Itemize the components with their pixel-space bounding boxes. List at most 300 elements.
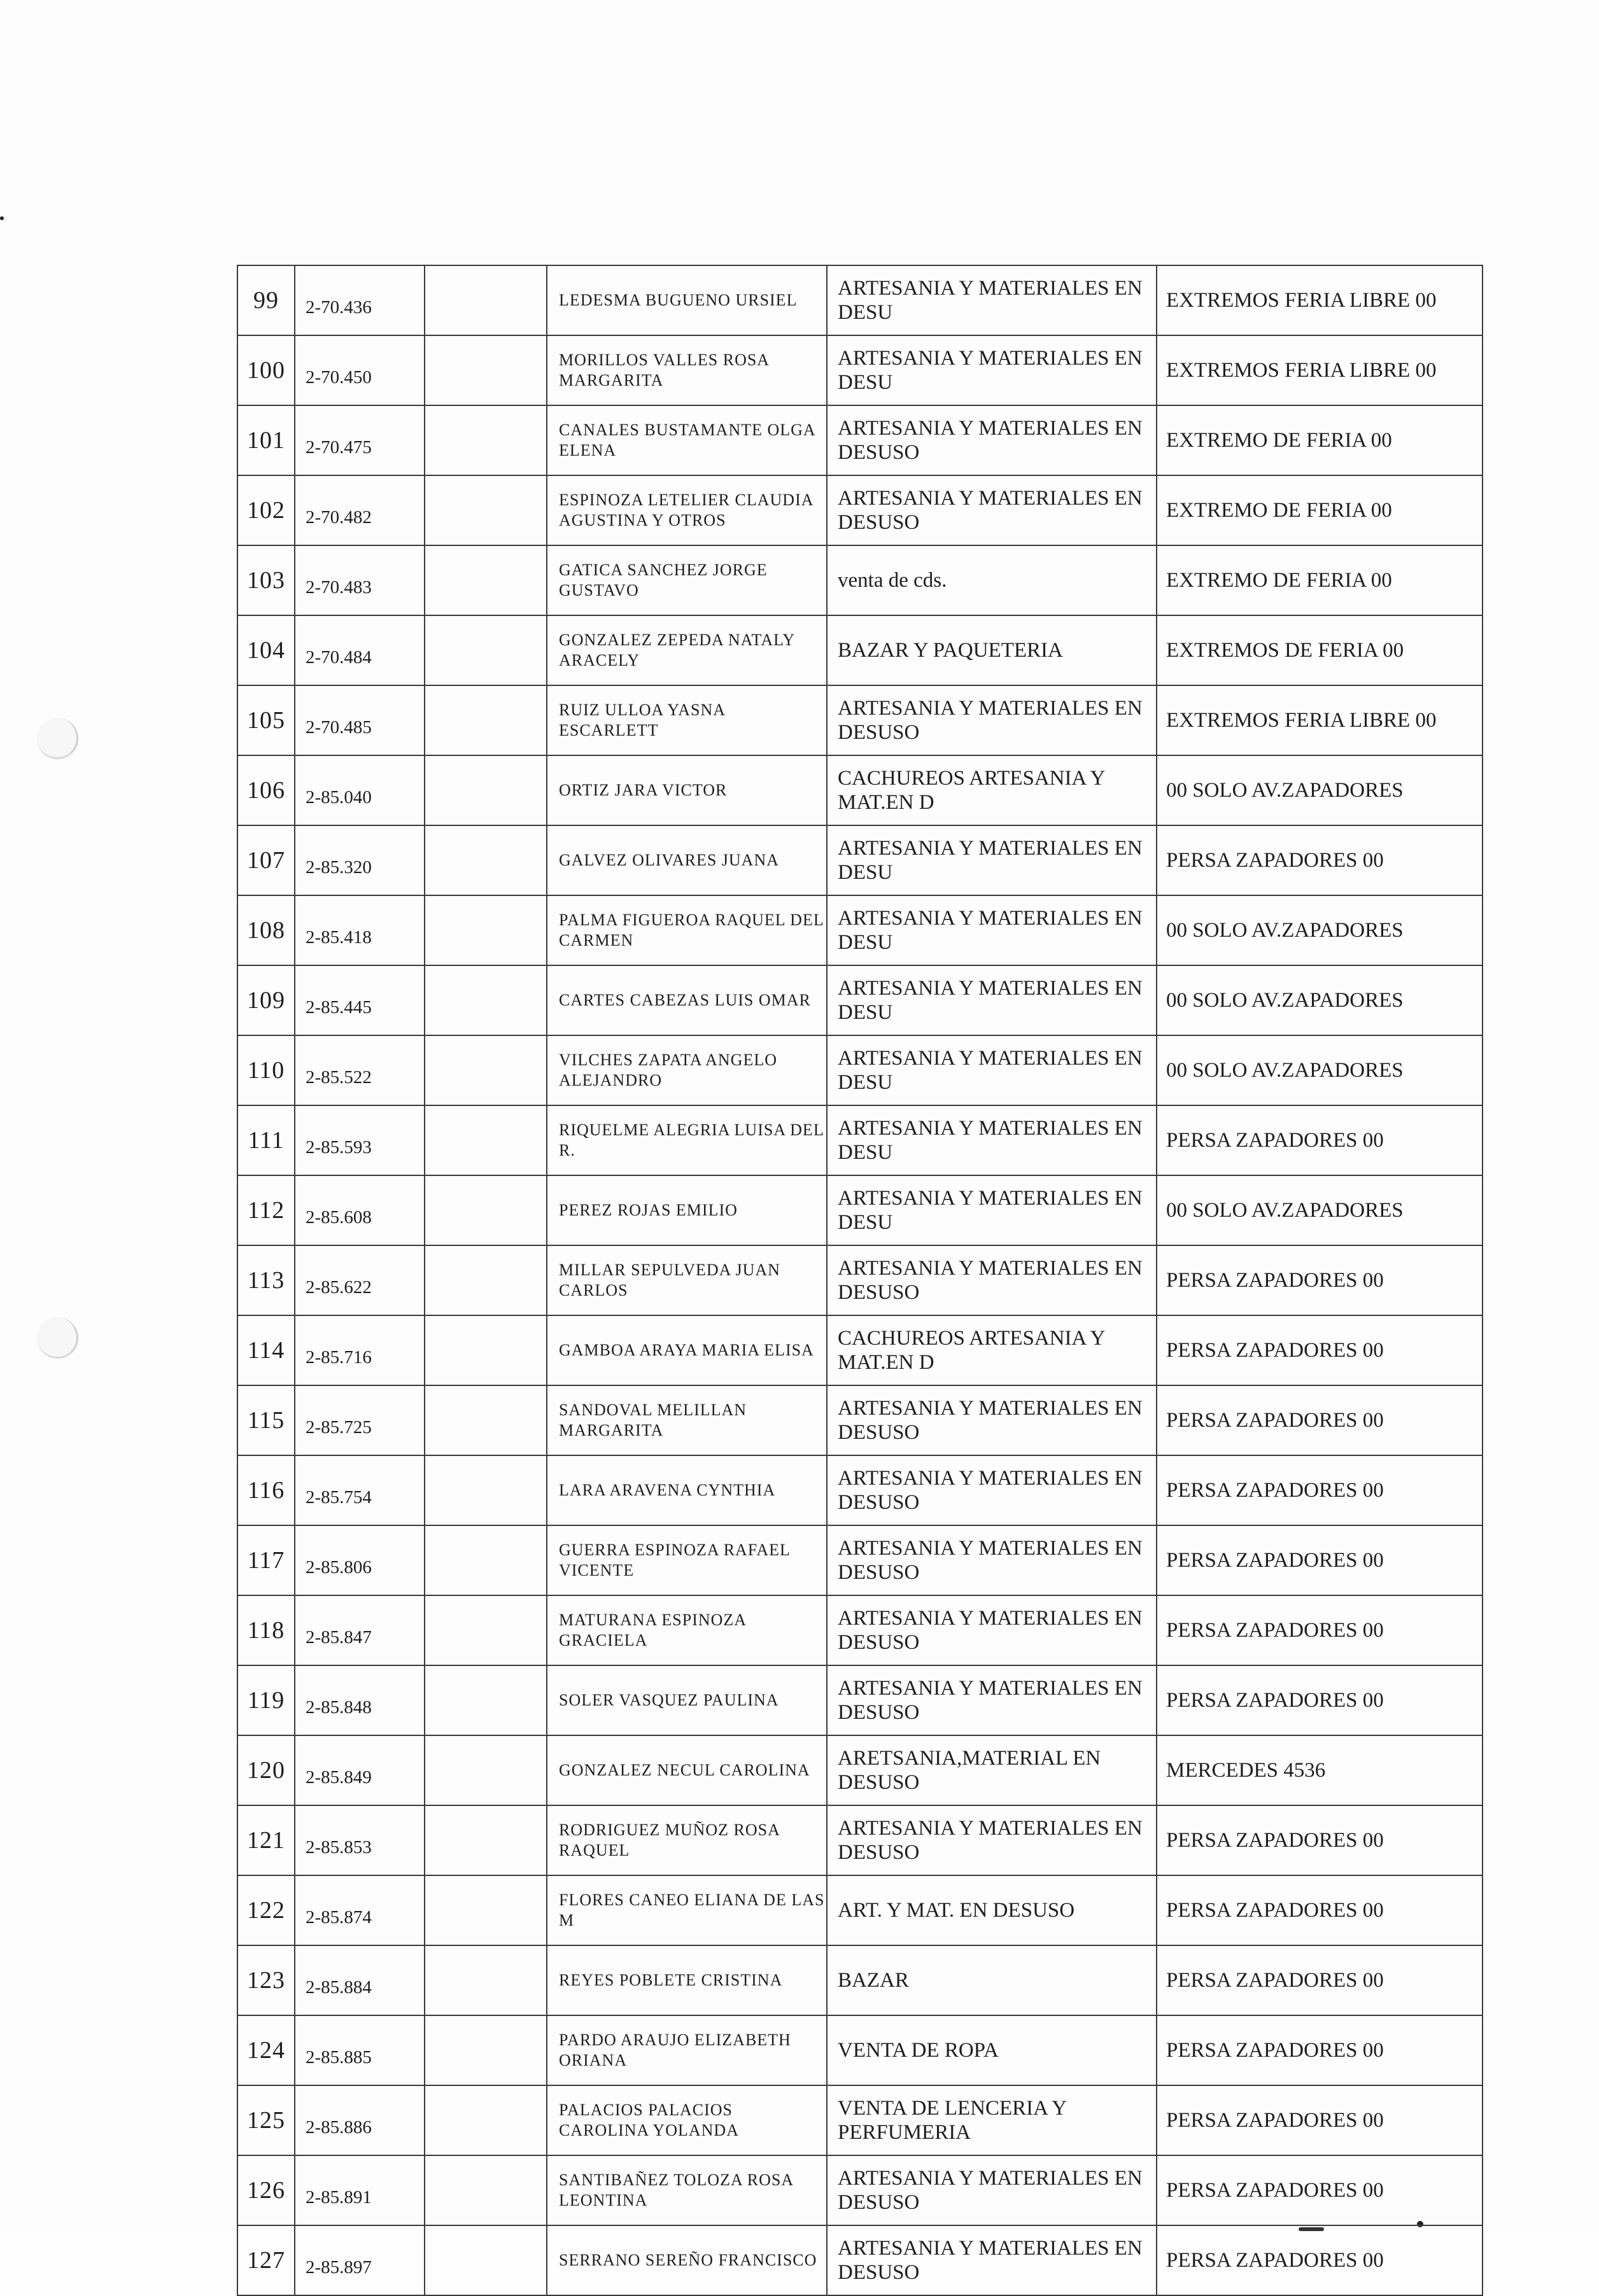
- location-cell: [1157, 405, 1483, 475]
- permit-code-cell: [295, 335, 425, 405]
- holder-name: SANTIBAÑEZ TOLOZA ROSA LEONTINA: [559, 2171, 793, 2209]
- business-type-cell: [827, 1735, 1157, 1805]
- business-type-cell: [827, 1525, 1157, 1595]
- location-cell: [1157, 1455, 1483, 1525]
- business-type: ARTESANIA Y MATERIALES EN DESUSO: [838, 1677, 1143, 1724]
- blank-cell-cell: [425, 1035, 547, 1105]
- holder-name-cell: [547, 1175, 827, 1245]
- business-type-cell: [827, 1175, 1157, 1245]
- permit-code: 2-85.884: [306, 1977, 372, 1998]
- permit-code-cell: [295, 825, 425, 895]
- permit-code: 2-85.040: [306, 787, 372, 808]
- row-number: 118: [247, 1617, 285, 1644]
- row-number: 119: [247, 1687, 285, 1714]
- table-row: [237, 265, 1483, 335]
- holder-name-cell: [547, 475, 827, 545]
- business-type: ARTESANIA Y MATERIALES EN DESUSO: [838, 1607, 1143, 1654]
- location: MERCEDES 4536: [1166, 1758, 1326, 1782]
- row-number-cell: [237, 2225, 295, 2295]
- business-type: ART. Y MAT. EN DESUSO: [838, 1899, 1075, 1922]
- table-row: [237, 1175, 1483, 1245]
- location: EXTREMO DE FERIA 00: [1166, 568, 1392, 592]
- holder-name-cell: [547, 2085, 827, 2155]
- business-type-cell: [827, 1945, 1157, 2015]
- row-number: 126: [247, 2177, 285, 2204]
- location: EXTREMO DE FERIA 00: [1166, 428, 1392, 452]
- blank-cell-cell: [425, 1525, 547, 1595]
- row-number: 116: [247, 1477, 285, 1504]
- blank-cell-cell: [425, 335, 547, 405]
- holder-name-cell: [547, 265, 827, 335]
- table-row: [237, 965, 1483, 1035]
- business-type: ARTESANIA Y MATERIALES EN DESU: [838, 1187, 1143, 1234]
- holder-name: MILLAR SEPULVEDA JUAN CARLOS: [559, 1261, 780, 1299]
- business-type: ARTESANIA Y MATERIALES EN DESUSO: [838, 1397, 1143, 1444]
- permit-code-cell: [295, 1875, 425, 1945]
- business-type: ARTESANIA Y MATERIALES EN DESU: [838, 1117, 1143, 1164]
- row-number-cell: [237, 685, 295, 755]
- permit-code-cell: [295, 1945, 425, 2015]
- row-number-cell: [237, 1245, 295, 1315]
- table-row: [237, 405, 1483, 475]
- row-number-cell: [237, 1175, 295, 1245]
- row-number: 124: [247, 2037, 285, 2064]
- holder-name: GONZALEZ ZEPEDA NATALY ARACELY: [559, 631, 795, 669]
- holder-name: RUIZ ULLOA YASNA ESCARLETT: [559, 701, 725, 739]
- location: 00 SOLO AV.ZAPADORES: [1166, 778, 1404, 802]
- holder-name: PARDO ARAUJO ELIZABETH ORIANA: [559, 2031, 791, 2069]
- location: PERSA ZAPADORES 00: [1166, 1828, 1384, 1852]
- permit-code: 2-85.806: [306, 1557, 372, 1578]
- holder-name: PALMA FIGUEROA RAQUEL DEL CARMEN: [559, 911, 824, 949]
- blank-cell-cell: [425, 1805, 547, 1875]
- row-number: 111: [248, 1127, 285, 1154]
- business-type-cell: [827, 615, 1157, 685]
- business-type-cell: [827, 1665, 1157, 1735]
- permit-code-cell: [295, 1035, 425, 1105]
- blank-cell-cell: [425, 2085, 547, 2155]
- permit-code: 2-85.608: [306, 1207, 372, 1228]
- row-number-cell: [237, 2085, 295, 2155]
- location: PERSA ZAPADORES 00: [1166, 1408, 1384, 1432]
- location: PERSA ZAPADORES 00: [1166, 1688, 1384, 1712]
- blank-cell-cell: [425, 1665, 547, 1735]
- row-number-cell: [237, 1735, 295, 1805]
- business-type: ARTESANIA Y MATERIALES EN DESUSO: [838, 1257, 1143, 1304]
- permit-code: 2-85.445: [306, 997, 372, 1018]
- row-number-cell: [237, 615, 295, 685]
- holder-name: REYES POBLETE CRISTINA: [559, 1971, 783, 1989]
- business-type-cell: [827, 2015, 1157, 2085]
- row-number-cell: [237, 265, 295, 335]
- permit-code: 2-85.853: [306, 1837, 372, 1858]
- permit-code-cell: [295, 2225, 425, 2295]
- business-type-cell: [827, 965, 1157, 1035]
- holder-name-cell: [547, 825, 827, 895]
- location: EXTREMO DE FERIA 00: [1166, 498, 1392, 522]
- permit-code-cell: [295, 1175, 425, 1245]
- location-cell: [1157, 2225, 1483, 2295]
- location: EXTREMOS FERIA LIBRE 00: [1166, 708, 1437, 732]
- row-number-cell: [237, 965, 295, 1035]
- holder-name: ORTIZ JARA VICTOR: [559, 781, 728, 799]
- permit-code-cell: [295, 755, 425, 825]
- business-type-cell: [827, 825, 1157, 895]
- business-type: ARTESANIA Y MATERIALES EN DESUSO: [838, 697, 1143, 744]
- table-row: [237, 2085, 1483, 2155]
- holder-name: SANDOVAL MELILLAN MARGARITA: [559, 1401, 747, 1439]
- holder-name-cell: [547, 405, 827, 475]
- table-row: [237, 545, 1483, 615]
- location-cell: [1157, 1525, 1483, 1595]
- holder-name-cell: [547, 1525, 827, 1595]
- business-type: ARTESANIA Y MATERIALES EN DESU: [838, 907, 1143, 954]
- location-cell: [1157, 895, 1483, 965]
- holder-name: GONZALEZ NECUL CAROLINA: [559, 1761, 810, 1779]
- holder-name-cell: [547, 1315, 827, 1385]
- table-row: [237, 615, 1483, 685]
- row-number: 99: [253, 287, 279, 314]
- blank-cell-cell: [425, 825, 547, 895]
- holder-name: ESPINOZA LETELIER CLAUDIA AGUSTINA Y OTROS: [559, 491, 814, 529]
- permit-code: 2-85.320: [306, 857, 372, 878]
- business-type-cell: [827, 1245, 1157, 1315]
- table-row: [237, 1315, 1483, 1385]
- holder-name-cell: [547, 1455, 827, 1525]
- table-row: [237, 1805, 1483, 1875]
- business-type-cell: [827, 405, 1157, 475]
- row-number-cell: [237, 2015, 295, 2085]
- blank-cell-cell: [425, 265, 547, 335]
- location-cell: [1157, 2155, 1483, 2225]
- location: PERSA ZAPADORES 00: [1166, 1968, 1384, 1992]
- blank-cell-cell: [425, 615, 547, 685]
- permit-code-cell: [295, 1385, 425, 1455]
- business-type-cell: [827, 1035, 1157, 1105]
- table-row: [237, 1105, 1483, 1175]
- binder-hole: [37, 718, 78, 759]
- holder-name: FLORES CANEO ELIANA DE LAS M: [559, 1891, 825, 1929]
- permit-code: 2-85.849: [306, 1767, 372, 1788]
- blank-cell-cell: [425, 755, 547, 825]
- location-cell: [1157, 475, 1483, 545]
- permit-code-cell: [295, 685, 425, 755]
- location-cell: [1157, 1175, 1483, 1245]
- row-number-cell: [237, 1455, 295, 1525]
- table-row: [237, 825, 1483, 895]
- business-type-cell: [827, 1875, 1157, 1945]
- row-number: 106: [247, 777, 285, 804]
- permit-code: 2-85.418: [306, 927, 372, 948]
- business-type: BAZAR Y PAQUETERIA: [838, 639, 1063, 662]
- location: EXTREMOS DE FERIA 00: [1166, 638, 1404, 662]
- binder-hole: [37, 1317, 78, 1359]
- row-number-cell: [237, 825, 295, 895]
- row-number-cell: [237, 1595, 295, 1665]
- business-type-cell: [827, 475, 1157, 545]
- permit-code: 2-85.886: [306, 2117, 372, 2138]
- table-row: [237, 1595, 1483, 1665]
- row-number-cell: [237, 1385, 295, 1455]
- permit-code-cell: [295, 1525, 425, 1595]
- business-type: VENTA DE LENCERIA Y PERFUMERIA: [838, 2097, 1066, 2144]
- location: PERSA ZAPADORES 00: [1166, 1338, 1384, 1362]
- row-number: 123: [247, 1967, 285, 1994]
- location: PERSA ZAPADORES 00: [1166, 1898, 1384, 1922]
- holder-name: CANALES BUSTAMANTE OLGA ELENA: [559, 421, 815, 459]
- business-type-cell: [827, 1455, 1157, 1525]
- holder-name: PEREZ ROJAS EMILIO: [559, 1201, 738, 1219]
- row-number: 112: [247, 1197, 285, 1224]
- location-cell: [1157, 965, 1483, 1035]
- row-number-cell: [237, 1875, 295, 1945]
- row-number-cell: [237, 1805, 295, 1875]
- location-cell: [1157, 1315, 1483, 1385]
- business-type-cell: [827, 545, 1157, 615]
- holder-name: PALACIOS PALACIOS CAROLINA YOLANDA: [559, 2101, 739, 2139]
- business-type: ARETSANIA,MATERIAL EN DESUSO: [838, 1747, 1101, 1794]
- location: PERSA ZAPADORES 00: [1166, 2108, 1384, 2132]
- business-type-cell: [827, 1385, 1157, 1455]
- holder-name-cell: [547, 335, 827, 405]
- location-cell: [1157, 2085, 1483, 2155]
- permit-code: 2-85.897: [306, 2257, 372, 2278]
- location-cell: [1157, 685, 1483, 755]
- row-number-cell: [237, 1665, 295, 1735]
- location-cell: [1157, 1805, 1483, 1875]
- permit-code: 2-85.847: [306, 1627, 372, 1648]
- location: 00 SOLO AV.ZAPADORES: [1166, 1058, 1404, 1082]
- permit-code: 2-85.593: [306, 1137, 372, 1158]
- location: PERSA ZAPADORES 00: [1166, 2178, 1384, 2202]
- table-row: [237, 895, 1483, 965]
- blank-cell-cell: [425, 1315, 547, 1385]
- holder-name: MORILLOS VALLES ROSA MARGARITA: [559, 351, 769, 389]
- holder-name-cell: [547, 2225, 827, 2295]
- row-number: 102: [247, 497, 285, 524]
- business-type: VENTA DE ROPA: [838, 2039, 999, 2062]
- business-type-cell: [827, 335, 1157, 405]
- holder-name-cell: [547, 1035, 827, 1105]
- location-cell: [1157, 1595, 1483, 1665]
- table-row: [237, 1455, 1483, 1525]
- permit-code: 2-70.450: [306, 367, 372, 388]
- permit-code: 2-85.848: [306, 1697, 372, 1718]
- permit-code-cell: [295, 2155, 425, 2225]
- business-type-cell: [827, 1105, 1157, 1175]
- business-type-cell: [827, 895, 1157, 965]
- business-type-cell: [827, 2085, 1157, 2155]
- table-row: [237, 1245, 1483, 1315]
- business-type: ARTESANIA Y MATERIALES EN DESU: [838, 977, 1143, 1024]
- business-type: ARTESANIA Y MATERIALES EN DESU: [838, 277, 1143, 324]
- holder-name-cell: [547, 1245, 827, 1315]
- row-number-cell: [237, 755, 295, 825]
- permit-code: 2-85.522: [306, 1067, 372, 1088]
- table-row: [237, 1945, 1483, 2015]
- holder-name-cell: [547, 1105, 827, 1175]
- location: PERSA ZAPADORES 00: [1166, 848, 1384, 872]
- permit-code-cell: [295, 2015, 425, 2085]
- row-number-cell: [237, 1105, 295, 1175]
- permit-code-cell: [295, 615, 425, 685]
- business-type-cell: [827, 2225, 1157, 2295]
- business-type-cell: [827, 1595, 1157, 1665]
- blank-cell-cell: [425, 545, 547, 615]
- holder-name-cell: [547, 2015, 827, 2085]
- blank-cell-cell: [425, 1175, 547, 1245]
- table-row: [237, 335, 1483, 405]
- location: PERSA ZAPADORES 00: [1166, 1268, 1384, 1292]
- row-number-cell: [237, 895, 295, 965]
- row-number: 101: [247, 427, 285, 454]
- permit-code: 2-85.754: [306, 1487, 372, 1508]
- permit-code-cell: [295, 1665, 425, 1735]
- holder-name-cell: [547, 2155, 827, 2225]
- row-number: 108: [247, 917, 285, 944]
- blank-cell-cell: [425, 1455, 547, 1525]
- holder-name-cell: [547, 685, 827, 755]
- table-row: [237, 1665, 1483, 1735]
- location-cell: [1157, 1875, 1483, 1945]
- row-number: 104: [247, 637, 285, 664]
- blank-cell-cell: [425, 1735, 547, 1805]
- row-number: 105: [247, 707, 285, 734]
- table-row: [237, 1525, 1483, 1595]
- permit-code: 2-85.891: [306, 2187, 372, 2208]
- location: PERSA ZAPADORES 00: [1166, 1128, 1384, 1152]
- permit-code-cell: [295, 1245, 425, 1315]
- holder-name: GUERRA ESPINOZA RAFAEL VICENTE: [559, 1541, 790, 1579]
- row-number-cell: [237, 1945, 295, 2015]
- location-cell: [1157, 1665, 1483, 1735]
- blank-cell-cell: [425, 1245, 547, 1315]
- location: PERSA ZAPADORES 00: [1166, 1548, 1384, 1572]
- permit-code: 2-85.716: [306, 1347, 372, 1368]
- permit-code-cell: [295, 1455, 425, 1525]
- location: 00 SOLO AV.ZAPADORES: [1166, 1198, 1404, 1222]
- blank-cell-cell: [425, 1105, 547, 1175]
- row-number: 107: [247, 847, 285, 874]
- blank-cell-cell: [425, 1385, 547, 1455]
- permit-code-cell: [295, 1105, 425, 1175]
- holder-name: GAMBOA ARAYA MARIA ELISA: [559, 1341, 814, 1359]
- holder-name-cell: [547, 1665, 827, 1735]
- holder-name-cell: [547, 615, 827, 685]
- holder-name: CARTES CABEZAS LUIS OMAR: [559, 991, 811, 1009]
- row-number-cell: [237, 1525, 295, 1595]
- business-type: ARTESANIA Y MATERIALES EN DESUSO: [838, 1817, 1143, 1864]
- location: EXTREMOS FERIA LIBRE 00: [1166, 358, 1437, 382]
- permit-code-cell: [295, 2085, 425, 2155]
- blank-cell-cell: [425, 2155, 547, 2225]
- permit-code: 2-70.485: [306, 717, 372, 738]
- blank-cell-cell: [425, 475, 547, 545]
- business-type-cell: [827, 685, 1157, 755]
- business-type: CACHUREOS ARTESANIA Y MAT.EN D: [838, 1327, 1105, 1374]
- holder-name: SERRANO SEREÑO FRANCISCO: [559, 2251, 817, 2269]
- holder-name-cell: [547, 1875, 827, 1945]
- table-row: [237, 685, 1483, 755]
- row-number-cell: [237, 545, 295, 615]
- row-number: 100: [247, 357, 285, 384]
- row-number: 127: [247, 2247, 285, 2274]
- location: PERSA ZAPADORES 00: [1166, 1618, 1384, 1642]
- scan-speck: [0, 216, 4, 220]
- blank-cell-cell: [425, 965, 547, 1035]
- holder-name: LARA ARAVENA CYNTHIA: [559, 1481, 776, 1499]
- table-row: [237, 1385, 1483, 1455]
- location-cell: [1157, 335, 1483, 405]
- permit-registry-table: [237, 265, 1483, 2296]
- table-row: [237, 755, 1483, 825]
- location: PERSA ZAPADORES 00: [1166, 2248, 1384, 2272]
- business-type-cell: [827, 265, 1157, 335]
- location-cell: [1157, 1945, 1483, 2015]
- holder-name: MATURANA ESPINOZA GRACIELA: [559, 1611, 746, 1649]
- permit-code-cell: [295, 1315, 425, 1385]
- permit-code-cell: [295, 965, 425, 1035]
- location-cell: [1157, 1385, 1483, 1455]
- location: 00 SOLO AV.ZAPADORES: [1166, 988, 1404, 1012]
- blank-cell-cell: [425, 405, 547, 475]
- permit-code: 2-85.725: [306, 1417, 372, 1438]
- holder-name: LEDESMA BUGUENO URSIEL: [559, 291, 798, 309]
- row-number: 110: [247, 1057, 285, 1084]
- business-type: CACHUREOS ARTESANIA Y MAT.EN D: [838, 767, 1105, 814]
- row-number-cell: [237, 2155, 295, 2225]
- permit-code-cell: [295, 545, 425, 615]
- table-row: [237, 2225, 1483, 2295]
- row-number: 113: [247, 1267, 285, 1294]
- location-cell: [1157, 2015, 1483, 2085]
- row-number: 125: [247, 2107, 285, 2134]
- location-cell: [1157, 1105, 1483, 1175]
- row-number: 117: [247, 1547, 285, 1574]
- business-type: ARTESANIA Y MATERIALES EN DESUSO: [838, 1537, 1143, 1584]
- row-number: 114: [247, 1337, 285, 1364]
- permit-code: 2-70.475: [306, 437, 372, 458]
- holder-name: GALVEZ OLIVARES JUANA: [559, 851, 780, 869]
- location: PERSA ZAPADORES 00: [1166, 1478, 1384, 1502]
- location-cell: [1157, 825, 1483, 895]
- location: PERSA ZAPADORES 00: [1166, 2038, 1384, 2062]
- business-type: ARTESANIA Y MATERIALES EN DESU: [838, 837, 1143, 884]
- business-type-cell: [827, 1315, 1157, 1385]
- permit-code-cell: [295, 1595, 425, 1665]
- row-number-cell: [237, 405, 295, 475]
- holder-name-cell: [547, 1595, 827, 1665]
- table-row: [237, 1875, 1483, 1945]
- business-type: venta de cds.: [838, 569, 947, 592]
- business-type: ARTESANIA Y MATERIALES EN DESU: [838, 1047, 1143, 1094]
- blank-cell-cell: [425, 1595, 547, 1665]
- permit-code-cell: [295, 895, 425, 965]
- table-row: [237, 1035, 1483, 1105]
- holder-name: RIQUELME ALEGRIA LUISA DEL R.: [559, 1121, 824, 1159]
- holder-name: RODRIGUEZ MUÑOZ ROSA RAQUEL: [559, 1821, 780, 1859]
- permit-code: 2-70.484: [306, 647, 372, 668]
- location-cell: [1157, 1245, 1483, 1315]
- permit-code: 2-85.622: [306, 1277, 372, 1298]
- location: EXTREMOS FERIA LIBRE 00: [1166, 288, 1437, 312]
- permit-code: 2-70.483: [306, 577, 372, 598]
- permit-code-cell: [295, 475, 425, 545]
- business-type: ARTESANIA Y MATERIALES EN DESUSO: [838, 417, 1143, 464]
- row-number: 122: [247, 1897, 285, 1924]
- holder-name-cell: [547, 895, 827, 965]
- business-type: ARTESANIA Y MATERIALES EN DESU: [838, 347, 1143, 394]
